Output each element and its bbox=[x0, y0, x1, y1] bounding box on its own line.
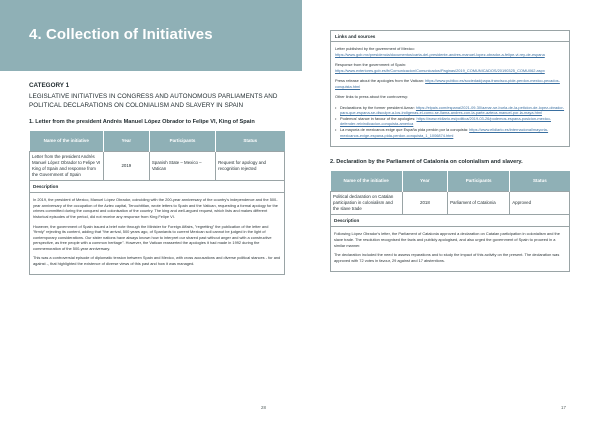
column-header: Participants bbox=[149, 131, 215, 151]
column-header: Year bbox=[103, 131, 149, 151]
section-title-1: 1. Letter from the president Andrés Manuel López Obrador to Felipe VI, King of Spain bbox=[29, 118, 255, 125]
other-links-list bbox=[335, 105, 565, 138]
table-row bbox=[331, 191, 570, 215]
left-page bbox=[29, 82, 285, 275]
list-item: • Podemos' stance in favour of the apologies: https://www.eldiario.es/politica/2019-03-26/podemos-espana-posicion-mexico-defender-reivindicacion-conquista-america bbox=[335, 116, 565, 127]
press-link[interactable]: https://elpais.com/espana/2021-09-30/aznar-se-burla-de-la-peticion-de-lopez-obrador-para-que-espana-se-disculpe-a-los-indigenas-el-como-se-llama-andres-con-la-parte-azteca-manuel-por-la-maya.html bbox=[340, 104, 565, 116]
table-cell-initiative: Political declaration on Catalan participation in colonialism and the slave trade bbox=[331, 191, 403, 215]
column-header: Status bbox=[510, 171, 570, 191]
initiative-table-2 bbox=[330, 171, 570, 215]
press-link[interactable]: https://www.eldiario.es/politica/2019-03-26/podemos-espana-posicion-mexico-defender-reivindicacion-conquista-america bbox=[340, 115, 551, 127]
press-link[interactable]: https://www.elidiario.es/internacional/mayoria-mexicanos-exige-espana-pida-perdon-conquista_1_1006874.html bbox=[340, 127, 549, 138]
page-number-left: 28 bbox=[261, 405, 266, 410]
description-box-1 bbox=[29, 181, 285, 275]
list-item: • La mayoría de mexicanos exige que España pida perdón por la conquista: https://www.elidiario.es/internacional/mayoria-mexicanos-exige-espana-pida-perdon-conquista_1_1006874.html bbox=[335, 127, 565, 138]
link-block bbox=[335, 78, 565, 89]
table-cell-year: 2019 bbox=[103, 151, 149, 181]
link-block bbox=[335, 62, 565, 73]
column-header: Status bbox=[216, 131, 285, 151]
table-cell-participants: Spanish State – Mexico – Vatican bbox=[149, 151, 215, 181]
link-block-text: Response from the government of Spain: bbox=[335, 62, 406, 68]
description-paragraph: Following López Obrador's letter, the Parliament of Catalonia approved a declaration on Catalan participation in colonialism and the slave trade. The resolution recognised the facts and publicly apologised, and also urged the government of Spain to proceed in a similar manner. bbox=[334, 231, 560, 248]
table-cell-year: 2018 bbox=[402, 191, 447, 215]
table-cell-status: Request for apology and recognition rejected bbox=[216, 151, 285, 181]
column-header: Name of the initiative bbox=[331, 171, 403, 191]
table-cell-initiative: Letter from the president Andrés Manuel López Obrador to Felipe VI King of Spain and response from the Government of Spain bbox=[30, 151, 104, 181]
description-label: Description bbox=[30, 181, 284, 193]
description-paragraph: However, the government of Spain issued a brief note through the Minister for Foreign Affairs, "regretting" the publication of the letter and "firmly" rejecting its content, adding that "the arrival, 500 years ago, of Spaniards to current Mexican soil cannot be judged in the light of contemporary considerations. Our sister nations have always known how to interpret our shared past without anger and with a constructive perspective, as free people with a common heritage". However, the Vatican reasserted the apologies it had made in 1992 during the commemoration of the 500-year anniversary. bbox=[33, 223, 272, 251]
other-links-label: Other links to press about the controversy: bbox=[335, 94, 409, 100]
link-block-text: Press release about the apologies from the Vatican: bbox=[335, 78, 425, 84]
list-item: • Declarations by the former president Aznar: https://elpais.com/espana/2021-09-30/aznar-se-burla-de-la-peticion-de-lopez-obrador-para-que-espana-se-disculpe-a-los-indigenas-el-como-se-llama-andres-con-la-parte-azteca-manuel-por-la-maya.html bbox=[335, 105, 565, 116]
source-link[interactable]: https://www.publico.es/sociedad/papa-francisco-pide-perdon-mexico-pecados-conquista.html bbox=[335, 78, 560, 89]
description-paragraph: The declaration included the need to assess reparations and to study the impact of this activity on the present. The declaration was approved with 72 votes in favour, 29 against and 17 abstentions. bbox=[334, 252, 560, 263]
category-label: CATEGORY 1 bbox=[29, 82, 70, 89]
description-paragraph: In 2019, the president of Mexico, Manuel López Obrador, coinciding with the 200-year anniversary of the country's independence and the 500-year anniversary of the occupation of the Aztec capital, Tenochtitlan, wrote letters to Spain and the Vatican, requesting a formal apology for the crimes committed during the conquest and colonisation of the country. The king and well-argued request, which lists and makes different historical episodes of the period, did not receive any response from King Felipe VI. bbox=[33, 197, 278, 219]
page-number-right: 17 bbox=[561, 405, 566, 410]
link-block bbox=[335, 46, 565, 57]
source-link[interactable]: https://www.gob.mx/presidencia/documentos/carta-del-presidente-andres-manuel-lopez-obrador-a-felipe-vi-rey-de-espana bbox=[335, 51, 545, 57]
table-cell-status: Approved bbox=[510, 191, 570, 215]
description-label: Description bbox=[331, 215, 569, 227]
link-block-text: Letter published by the government of Mexico: bbox=[335, 46, 415, 51]
header-band bbox=[0, 0, 302, 71]
page-title: 4. Collection of Initiatives bbox=[29, 26, 213, 43]
links-box bbox=[330, 30, 570, 147]
table-header-row bbox=[331, 171, 570, 191]
category-description: LEGISLATIVE INITIATIVES IN CONGRESS AND AUTONOMOUS PARLIAMENTS AND POLITICAL DECLARATIONS ON COLONIALISM AND SLAVERY IN SPAIN bbox=[29, 93, 278, 110]
column-header: Participants bbox=[448, 171, 510, 191]
column-header: Year bbox=[402, 171, 447, 191]
section-title-2: 2. Declaration by the Parliament of Catalonia on colonialism and slavery. bbox=[330, 159, 523, 166]
right-page bbox=[330, 30, 570, 272]
column-header: Name of the initiative bbox=[30, 131, 104, 151]
table-header-row bbox=[30, 131, 285, 151]
description-paragraph: This was a controversial episode of diplomatic tension between Spain and Mexico, with cross accusations and diverse political stances - for and against -, that highlighted the existence of diverse views of this past and how it was managed. bbox=[33, 255, 281, 266]
table-row bbox=[30, 151, 285, 181]
description-box-2 bbox=[330, 215, 570, 272]
source-link[interactable]: https://www.exteriores.gob.es/fr/Comunicacion/Comunicados/Paginas/2019_COMUNICADOS/20190325_COMU062.aspx bbox=[335, 67, 545, 73]
links-label: Links and sources bbox=[331, 31, 569, 42]
initiative-table-1 bbox=[29, 131, 285, 181]
table-cell-participants: Parliament of Catalonia bbox=[448, 191, 510, 215]
